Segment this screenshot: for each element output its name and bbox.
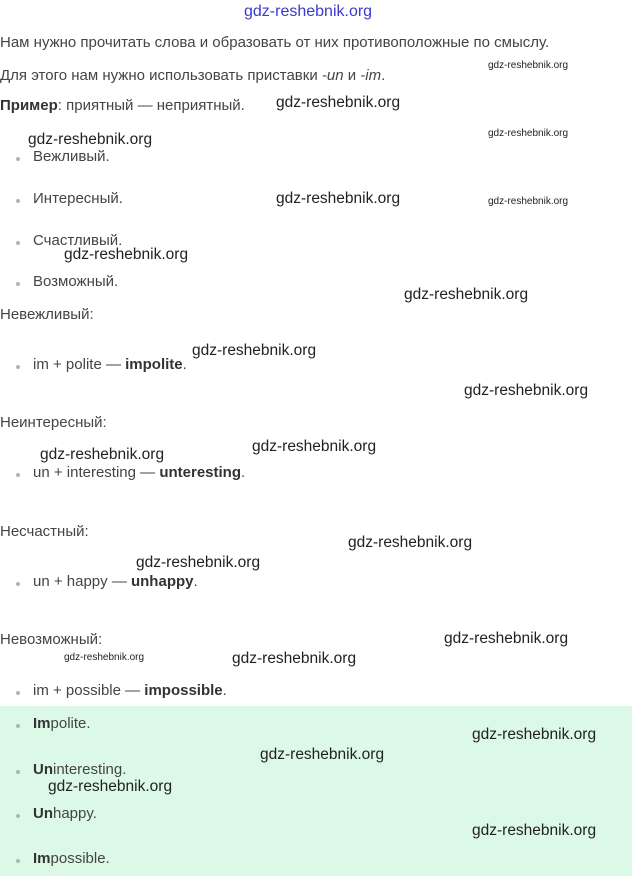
watermark: gdz-reshebnik.org: [464, 382, 589, 399]
answer-item: Uninteresting.: [16, 761, 126, 778]
prefix-im: -im: [360, 67, 382, 84]
watermark: gdz-reshebnik.org: [252, 438, 377, 455]
watermark: gdz-reshebnik.org: [472, 822, 597, 839]
watermark: gdz-reshebnik.org: [488, 128, 569, 139]
watermark: gdz-reshebnik.org: [64, 652, 145, 663]
watermark: gdz-reshebnik.org: [276, 190, 401, 207]
watermark: gdz-reshebnik.org: [276, 94, 401, 111]
answer-item: Unhappy.: [16, 805, 97, 822]
answer-item: Impolite.: [16, 715, 91, 732]
formula-item: im + polite — impolite.: [16, 356, 187, 373]
section-title: Невозможный:: [0, 631, 103, 648]
list-item: Интересный.: [16, 190, 123, 207]
example-line: Пример: приятный — неприятный.: [0, 97, 245, 114]
example-label: Пример: [0, 97, 58, 114]
watermark: gdz-reshebnik.org: [28, 131, 153, 148]
watermark-top: gdz-reshebnik.org: [244, 3, 373, 20]
list-item: Возможный.: [16, 273, 118, 290]
formula-result: unhappy: [130, 573, 194, 590]
watermark: gdz-reshebnik.org: [48, 778, 173, 795]
list-item: Счастливый.: [16, 232, 122, 249]
intro-line-2: Для этого нам нужно использовать приставки -un и -im.: [0, 67, 386, 84]
watermark: gdz-reshebnik.org: [260, 746, 385, 763]
answer-item: Impossible.: [16, 850, 110, 867]
watermark: gdz-reshebnik.org: [488, 196, 569, 207]
watermark: gdz-reshebnik.org: [404, 286, 529, 303]
watermark: gdz-reshebnik.org: [192, 342, 317, 359]
watermark: gdz-reshebnik.org: [232, 650, 357, 667]
section-title: Невежливый:: [0, 306, 94, 323]
formula-result: impolite: [125, 356, 183, 373]
watermark: gdz-reshebnik.org: [348, 534, 473, 551]
watermark: gdz-reshebnik.org: [64, 246, 189, 263]
formula-item: im + possible — impossible.: [16, 682, 227, 699]
list-item: Вежливый.: [16, 148, 110, 165]
prefix-un: -un: [321, 67, 344, 84]
watermark: gdz-reshebnik.org: [444, 630, 569, 647]
watermark: gdz-reshebnik.org: [488, 60, 569, 71]
formula-item: un + happy — unhappy.: [16, 573, 198, 590]
watermark: gdz-reshebnik.org: [472, 726, 597, 743]
section-title: Неинтересный:: [0, 414, 107, 431]
section-title: Несчастный:: [0, 523, 89, 540]
formula-item: un + interesting — unteresting.: [16, 464, 245, 481]
intro-line-1: Нам нужно прочитать слова и образовать от них противоположные по смыслу.: [0, 34, 550, 51]
watermark: gdz-reshebnik.org: [136, 554, 261, 571]
watermark: gdz-reshebnik.org: [40, 446, 165, 463]
formula-result: unteresting: [159, 464, 242, 481]
formula-result: impossible: [144, 682, 223, 699]
